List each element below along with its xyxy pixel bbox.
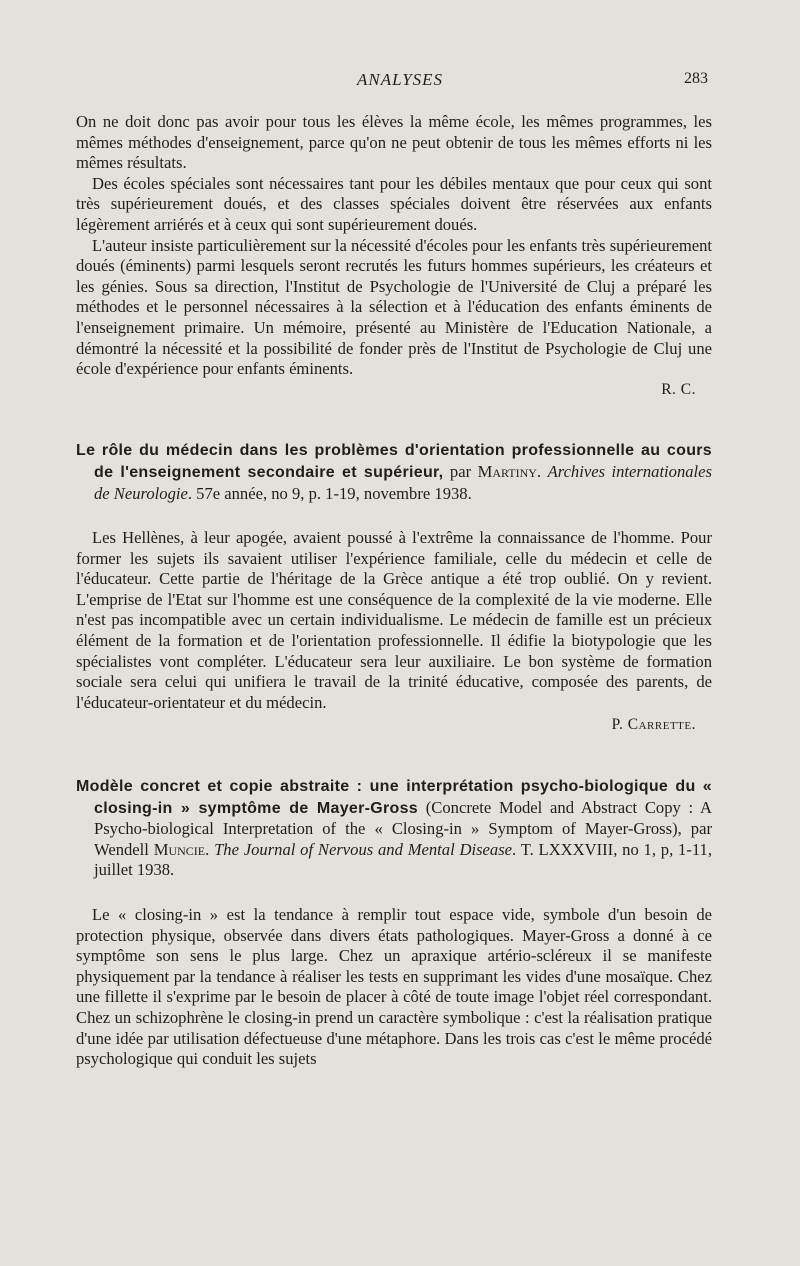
separator: . bbox=[536, 461, 548, 481]
author-name: Muncie bbox=[153, 839, 206, 859]
paragraph: On ne doit donc pas avoir pour tous les élèves la même école, les mêmes programmes, les mêmes méthodes d'enseignement, parce qu'on ne peut obtenir de tous les mêmes efforts ni les mêmes résultats. bbox=[76, 112, 712, 173]
review-entry bbox=[76, 776, 712, 1070]
review-continuation bbox=[76, 112, 712, 400]
separator: . bbox=[205, 839, 215, 859]
page-number: 283 bbox=[684, 70, 708, 87]
by-text: par bbox=[443, 461, 478, 481]
journal-name: The Journal of Nervous and Mental Disease bbox=[214, 839, 513, 859]
reviewer-signature: P. Carrette. bbox=[611, 716, 696, 734]
running-title: ANALYSES bbox=[356, 70, 444, 89]
journal-name: Archives internationales de Neurologie bbox=[94, 461, 712, 503]
page-content bbox=[76, 112, 712, 1070]
citation: . T. LXXXVIII, no 1, p, 1-11, juillet 1938. bbox=[94, 839, 712, 880]
running-head bbox=[0, 70, 800, 94]
review-title: Le rôle du médecin dans les problèmes d'orientation professionnelle au cours de l'enseignement secondaire et supérieur, bbox=[76, 442, 712, 481]
review-entry bbox=[76, 440, 712, 736]
review-heading bbox=[76, 440, 712, 504]
paragraph: L'auteur insiste particulièrement sur la nécessité d'écoles pour les enfants très supérieurement doués (éminents) parmi lesquels seront recrutés les futurs hommes supérieurs, les créateurs et les génies. Sous sa direction, l'Institut de Psychologie de l'Université de Cluj a préparé les méthodes et le personnel nécessaires à la sélection et à l'éducation des enfants éminents de l'enseignement primaire. Un mémoire, présenté au Ministère de l'Education Nationale, a démontré la nécessité et la possibilité de fonder près de l'Institut de Psychologie de Cluj une école d'expérience pour enfants éminents. bbox=[76, 235, 712, 379]
review-body: Le « closing-in » est la tendance à remplir tout espace vide, symbole d'un besoin de protection physique, observée dans divers états pathologiques. Mayer-Gross a donné à ce symptôme son sens le plus large. Chez un apraxique artério-scléreux il se manifeste physiquement par la tendance à réaliser les tests en supprimant les vides d'une mosaïque. Chez une fillette il s'exprime par le besoin de placer à côté de toute image l'objet réel correspondant. Chez un schizophrène le closing-in prend un caractère symbolique : c'est la réalisation pratique d'une idée par utilisation défectueuse d'une métaphore. Dans les trois cas c'est le même procédé psychologique qui conduit les sujets bbox=[76, 905, 712, 1069]
author-name: Martiny bbox=[477, 461, 537, 481]
review-body: Les Hellènes, à leur apogée, avaient poussé à l'extrême la connaissance de l'homme. Pour former les sujets ils savaient utiliser l'expérience familiale, celle du médecin et celle de l'éducateur. Cette partie de l'héritage de la Grèce antique a été trop oublié. On y revient. L'emprise de l'Etat sur l'homme est une conséquence de la complexité de la vie moderne. Elle n'est pas incompatible avec un certain individualisme. Le médecin de famille est un précieux élément de la formation et de l'orientation professionnelle. Il édifie la biotypologie que les spécialistes vont compléter. L'éducateur sera leur auxiliaire. Le bon système de formation sociale sera celui qui unifiera le travail de la trinité éducative, composée des parents, de l'éducateur-orientateur et du médecin. bbox=[76, 528, 712, 712]
review-heading bbox=[76, 776, 712, 881]
paragraph: Des écoles spéciales sont nécessaires tant pour les débiles mentaux que pour ceux qui sont très supérieurement doués, et des classes spéciales doivent être réservées aux enfants légèrement arriérés et à ceux qui sont supérieurement doués. bbox=[76, 173, 712, 234]
citation: . 57e année, no 9, p. 1-19, novembre 1938. bbox=[187, 483, 472, 503]
review-title: Modèle concret et copie abstraite : une interprétation psycho-biologique du « closing-in » symptôme de Mayer-Gross bbox=[76, 778, 712, 817]
english-title: (Concrete Model and Abstract Copy : A Psycho-biological Interpretation of the « Closing-in » Symptom of Mayer-Gross), par Wendell bbox=[94, 797, 712, 859]
reviewer-signature: R. C. bbox=[661, 380, 696, 398]
